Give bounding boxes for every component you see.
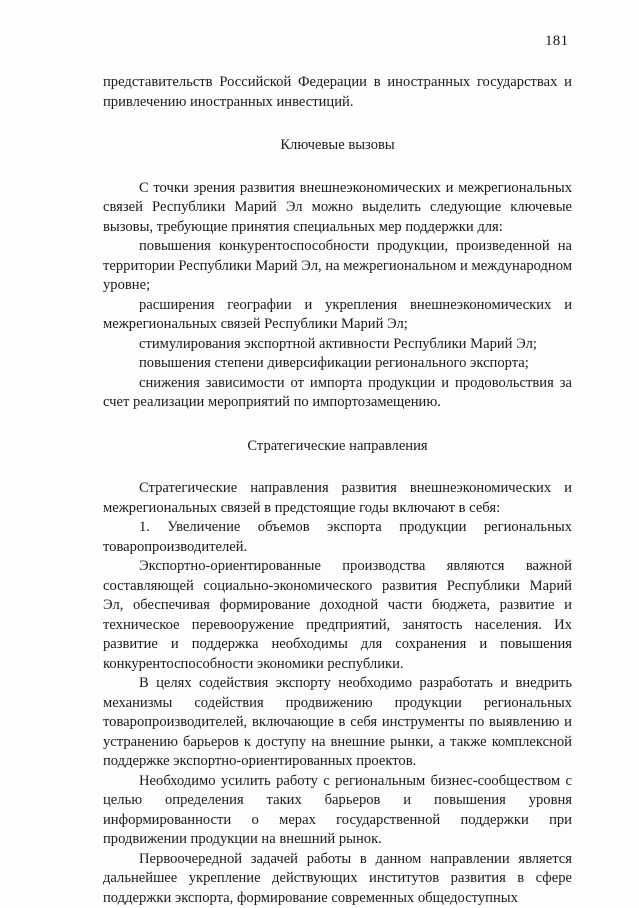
challenge-item: повышения конкурентоспособности продукции, произведенной на территории Республики Марий Эл, на межрегиональном и международном уровне; xyxy=(103,237,572,296)
strategy-paragraph: 1. Увеличение объемов экспорта продукции региональных товаропроизводителей. xyxy=(103,518,572,557)
challenge-item: снижения зависимости от импорта продукции и продовольствия за счет реализации мероприятий по импортозамещению. xyxy=(103,374,572,413)
strategy-paragraph: Экспортно-ориентированные производства являются важной составляющей социально-экономического развития Республики Марий Эл, обеспечивая формирование доходной части бюджета, развитие и техническое перевооружение предприятий, занятость населения. Их развитие и поддержка необходимы для сохранения и повышения конкурентоспособности экономики республики. xyxy=(103,557,572,674)
challenge-item: расширения географии и укрепления внешнеэкономических и межрегиональных связей Республики Марий Эл; xyxy=(103,296,572,335)
strategy-paragraph: Первоочередной задачей работы в данном направлении является дальнейшее укрепление действующих институтов развития в сфере поддержки экспорта, формирование современных общедоступных xyxy=(103,850,572,908)
strategy-paragraph: Стратегические направления развития внешнеэкономических и межрегиональных связей в предстоящие годы включают в себя: xyxy=(103,479,572,518)
page-number: 181 xyxy=(545,33,568,50)
key-challenges-lead: С точки зрения развития внешнеэкономических и межрегиональных связей Республики Марий Эл можно выделить следующие ключевые вызовы, требующие принятия специальных мер поддержки для: xyxy=(103,179,572,238)
section-heading-key-challenges: Ключевые вызовы xyxy=(103,136,572,156)
strategy-paragraph: Необходимо усилить работу с региональным бизнес-сообществом с целью определения таких барьеров и повышения уровня информированности о мерах государственной поддержки при продвижении продукции на внешний рынок. xyxy=(103,772,572,850)
intro-paragraph: представительств Российской Федерации в иностранных государствах и привлечению иностранных инвестиций. xyxy=(103,73,572,112)
section-heading-strategic-directions: Стратегические направления xyxy=(103,437,572,457)
challenge-item: повышения степени диверсификации регионального экспорта; xyxy=(103,354,572,374)
document-body xyxy=(103,73,572,908)
challenge-item: стимулирования экспортной активности Республики Марий Эл; xyxy=(103,335,572,355)
strategy-paragraph: В целях содействия экспорту необходимо разработать и внедрить механизмы содействия продвижению продукции региональных товаропроизводителей, включающие в себя инструменты по выявлению и устранению барьеров к доступу на внешние рынки, а также комплексной поддержке экспортно-ориентированных проектов. xyxy=(103,674,572,772)
